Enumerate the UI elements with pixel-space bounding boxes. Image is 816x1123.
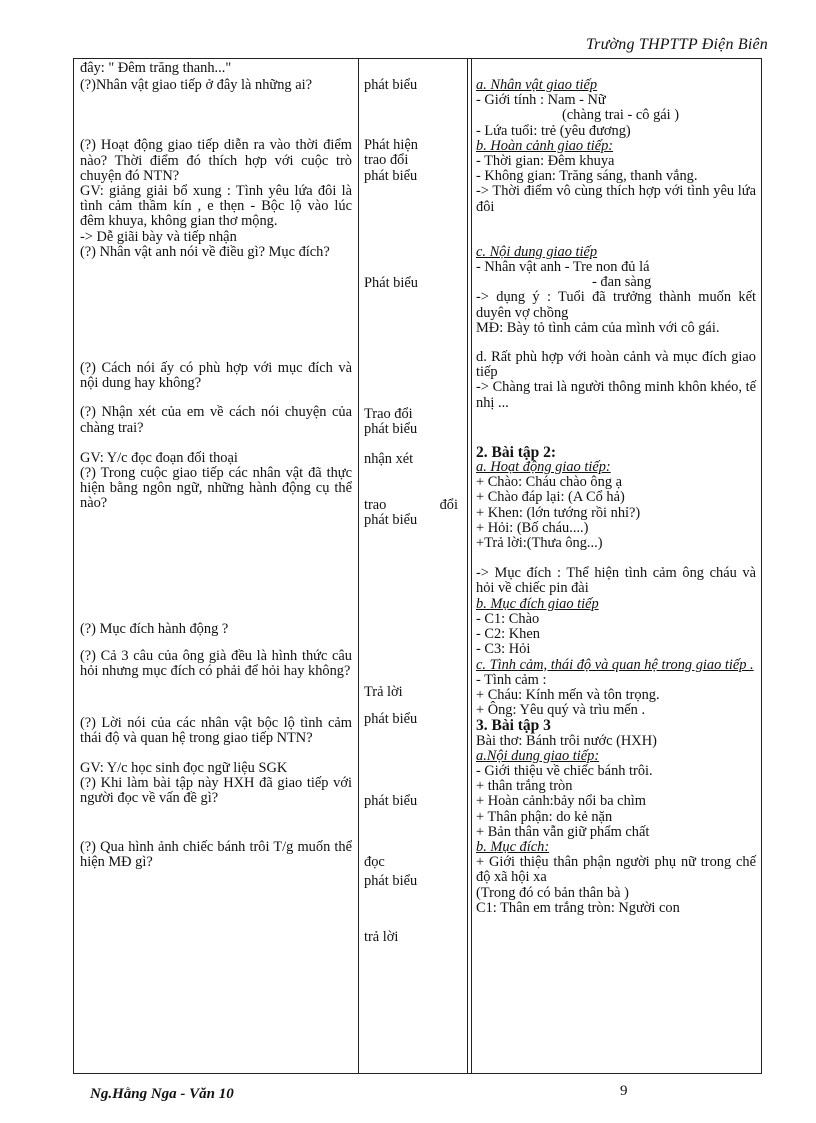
col1-text: (?) Lời nói của các nhân vật bộc lộ tình cảm thái độ và quan hệ trong giao tiếp NTN? xyxy=(80,715,352,747)
col1-text: (?) Cả 3 câu của ông già đều là hình thức câu hỏi nhưng mục đích có phải để hỏi hay không? xyxy=(80,647,352,680)
content-line: - Nhân vật anh - Tre non đủ lá xyxy=(476,259,650,276)
section-heading: c. Tình cảm, thái độ và quan hệ trong giao tiếp . xyxy=(476,656,754,673)
col1-text: (?) Mục đích hành động ? xyxy=(80,620,229,637)
col1-text: GV: giảng giải bổ xung : Tình yêu lứa đôi là tình cảm thầm kín , e thẹn - Bộc lộ vào lúc đêm khuya, không gian thơ mộng. xyxy=(80,183,352,230)
col1-text: đây: " Đêm trăng thanh..." xyxy=(80,60,232,76)
col2-text: Phát biểu xyxy=(364,274,418,291)
exercise-heading: 3. Bài tập 3 xyxy=(476,717,551,735)
col2-text: phát biểu xyxy=(364,77,418,93)
content-line: + thân trắng tròn xyxy=(476,778,573,795)
section-heading: b. Mục đích: xyxy=(476,838,550,855)
content-line: + Chào: Cháu chào ông ạ xyxy=(476,474,622,491)
content-line: + Khen: (lớn tướng rồi nhỉ?) xyxy=(476,504,641,521)
col1-text: (?)Nhân vật giao tiếp ở đây là những ai? xyxy=(80,77,312,94)
content-line: -> Chàng trai là người thông minh khôn khéo, tế nhị ... xyxy=(476,379,756,411)
col2-text: phát biểu xyxy=(364,167,418,184)
teacher-activity-column xyxy=(80,61,352,871)
content-line: + Hoàn cảnh:bảy nổi ba chìm xyxy=(476,793,646,810)
col1-text: (?) Cách nói ấy có phù hợp với mục đích và nội dung hay không? xyxy=(80,360,352,392)
col2-text: trao đổi xyxy=(364,152,409,169)
section-heading: b. Mục đích giao tiếp xyxy=(476,595,599,612)
column-divider-2b xyxy=(471,59,472,1073)
content-line: d. Rất phù hợp với hoàn cảnh và mục đích giao tiếp xyxy=(476,349,756,381)
page-number: 9 xyxy=(620,1083,628,1099)
content-line: - Tình cảm : xyxy=(476,671,547,688)
content-line: (chàng trai - cô gái ) xyxy=(562,107,680,124)
content-line: + Bản thân vẫn giữ phẩm chất xyxy=(476,823,650,840)
col2-text: phát biểu xyxy=(364,793,418,810)
content-line: MĐ: Bày tỏ tình cảm của mình với cô gái. xyxy=(476,319,720,336)
exercise-heading: 2. Bài tập 2: xyxy=(476,443,557,461)
content-column xyxy=(476,61,756,916)
content-line: C1: Thân em trắng tròn: Người con xyxy=(476,899,680,916)
col2-text: nhận xét xyxy=(364,451,414,468)
content-line: - C1: Chào xyxy=(476,610,540,627)
section-heading: a.Nội dung giao tiếp: xyxy=(476,747,600,764)
col2-text: phát biểu xyxy=(364,511,418,528)
content-line: + Chào đáp lại: (A Cổ hả) xyxy=(476,489,625,506)
footer-author: Ng.Hằng Nga - Văn 10 xyxy=(90,1086,234,1102)
col2-text: đổi xyxy=(439,496,458,513)
lesson-table xyxy=(73,58,762,1074)
col1-text: -> Dễ giãi bày và tiếp nhận xyxy=(80,228,237,245)
content-line: -> Mục đích : Thể hiện tình cảm ông cháu và hỏi về chiếc pin đài xyxy=(476,565,756,597)
col1-text: (?) Hoạt động giao tiếp diễn ra vào thời điểm nào? Thời điểm đó thích hợp với cuộc trò chuyện đó NTN? xyxy=(80,137,352,184)
col2-text: đọc xyxy=(364,853,385,870)
student-activity-column xyxy=(364,61,460,945)
content-line: - C2: Khen xyxy=(476,626,540,643)
content-line: - Giới tính : Nam - Nữ xyxy=(476,92,606,109)
content-line: - C3: Hỏi xyxy=(476,641,531,658)
content-line: + Giới thiệu thân phận người phụ nữ trong chế độ xã hội xa xyxy=(476,854,756,886)
content-line: - Lứa tuổi: trẻ (yêu đương) xyxy=(476,122,631,139)
section-heading: a. Nhân vật giao tiếp xyxy=(476,77,598,93)
col1-text: (?) Khi làm bài tập này HXH đã giao tiếp với người đọc về vấn đề gì? xyxy=(80,774,352,807)
col1-text: (?) Qua hình ảnh chiếc bánh trôi T/g muốn thể hiện MĐ gì? xyxy=(80,839,352,871)
col2-text: Trả lời xyxy=(364,684,403,701)
content-line: + Thân phận: do kẻ nặn xyxy=(476,808,613,825)
col1-text: (?) Nhân vật anh nói về điều gì? Mục đích? xyxy=(80,243,330,260)
col2-text: trao xyxy=(364,496,387,513)
content-line: - đan sàng xyxy=(592,274,652,291)
col2-text: phát biểu xyxy=(364,872,418,889)
col2-text: Phát hiện xyxy=(364,137,418,154)
content-line: Bài thơ: Bánh trôi nước (HXH) xyxy=(476,732,657,749)
content-line: - Thời gian: Đêm khuya xyxy=(476,153,615,170)
col1-text: (?) Nhận xét của em về cách nói chuyện của chàng trai? xyxy=(80,404,352,436)
section-heading: b. Hoàn cảnh giao tiếp: xyxy=(476,137,614,154)
col1-text: GV: Y/c đọc đoạn đối thoại xyxy=(80,449,238,466)
content-line: + Hỏi: (Bố cháu....) xyxy=(476,519,589,536)
school-header: Trường THPTTP Điện Biên xyxy=(585,36,768,53)
content-line: -> Thời điểm vô cùng thích hợp với tình yêu lứa đôi xyxy=(476,183,756,215)
col2-text: trả lời xyxy=(364,929,399,946)
content-line: - Không gian: Trăng sáng, thanh vắng. xyxy=(476,168,698,185)
col2-text: phát biểu xyxy=(364,711,418,728)
col2-text: Trao đổi xyxy=(364,406,413,423)
content-line: (Trong đó có bản thân bà ) xyxy=(476,884,629,901)
content-line: + Cháu: Kính mến và tôn trọng. xyxy=(476,686,660,703)
column-divider-1 xyxy=(358,59,359,1073)
section-heading: c. Nội dung giao tiếp xyxy=(476,243,598,260)
content-line: + Ông: Yêu quý và trìu mến . xyxy=(476,702,646,719)
content-line: - Giới thiệu về chiếc bánh trôi. xyxy=(476,762,653,779)
section-heading: a. Hoạt động giao tiếp: xyxy=(476,459,611,476)
content-line: -> dụng ý : Tuổi đã trưởng thành muốn kết duyên vợ chồng xyxy=(476,289,756,321)
content-line: +Trả lời:(Thưa ông...) xyxy=(476,535,603,552)
column-divider-2a xyxy=(467,59,468,1073)
col2-text: phát biểu xyxy=(364,421,418,438)
col1-text: GV: Y/c học sinh đọc ngữ liệu SGK xyxy=(80,759,288,776)
col1-text: (?) Trong cuộc giao tiếp các nhân vật đã thực hiện bằng ngôn ngữ, những hành động cụ thể nào? xyxy=(80,465,352,512)
